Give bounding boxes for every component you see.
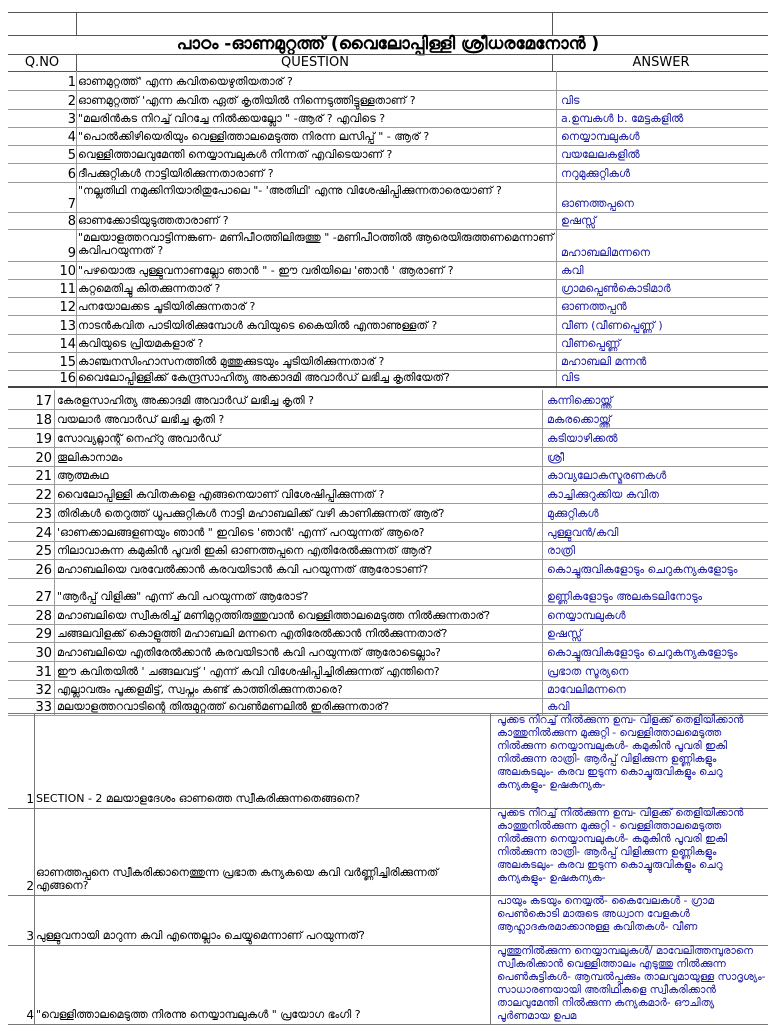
question-number: 7 [67, 197, 76, 212]
question-text: സോവ്യറ്റ്ലാന്റ് നെഹ്റു അവാർഡ് [54, 428, 540, 447]
table-row [8, 182, 768, 213]
question-header: QUESTION [76, 54, 553, 72]
answer-text: a.ഉമ്പകൾ b. മേട്ടകളിൽ [556, 109, 768, 127]
question-text: മലയാളത്തറവാടിന്റെ തിരുമുറ്റത്ത് വെൺമണലിൽ ഇരിക്കുന്നതാര്? [54, 698, 540, 715]
question-number: 27 [35, 590, 52, 605]
answer-text: കടിയാഴിക്കൽ [542, 428, 768, 447]
question-text: വയലാർ അവാർഡ് ലഭിച്ച കൃതി ? [54, 409, 540, 428]
question-number: 31 [35, 665, 52, 680]
question-text: "ആർപ്പ് വിളിക്കു" എന്ന് കവി പറയുന്നത് ആരോട്? [54, 578, 540, 605]
answer-text: പൂക്കട നിറച്ച് നിൽക്കുന്ന ഉമ്പ- വിളക്ക് തെളിയിക്കാൻ കാത്തുനിൽക്കുന്ന മുക്കുറ്റി - വെള്ളിത്താലമെടുത്ത നിൽക്കുന്ന നെയ്യാമ്പലുകൾ- കമുകിൻ പൂവരി ഇകി നിൽക്കുന്ന രാത്രി- ആർപ്പ് വിളിക്കുന്ന ഉണ്ണികളും അലകടലും- കരവ ഇടുന്ന കൊച്ചുരുവികളും ചെറു കന്യകളും- ഉഷകന്യക- [490, 807, 768, 895]
column-divider [76, 163, 77, 182]
column-divider [34, 807, 35, 895]
question-text: നിലാവാകുന്ന കമുകിൻ പൂവരി ഇകി ഓണത്തപ്പനെ എതിരേൽക്കുന്നത് ആര്? [54, 541, 540, 559]
column-divider [76, 261, 77, 279]
question-number: 21 [35, 469, 52, 484]
answer-text: പ്രഭാത സൂര്യനെ [542, 661, 768, 680]
column-divider [76, 279, 77, 297]
answer-text: ഉണ്ണികളോടും അലകടലിനോടും [542, 578, 768, 605]
table-row [8, 409, 768, 429]
table-row [8, 334, 768, 353]
table-row [8, 605, 768, 625]
question-text: വെള്ളിത്താലവുമേന്തി നെയ്യാമ്പലുകൾ നിന്നത് എവിടെയാണ് ? [78, 148, 393, 161]
question-number: 10 [59, 264, 76, 279]
table-row [8, 680, 768, 699]
answer-text: കന്നിക്കൊയ്ത്ത് [542, 390, 768, 409]
question-text: കറ്റമെതിച്ചു കിതക്കുന്നതാര് ? [78, 282, 221, 295]
table-row [8, 559, 768, 579]
section-row [8, 945, 768, 1025]
table-row [8, 163, 768, 183]
question-text: SECTION - 2 മലയാളദേശം ഓണത്തെ സ്വീകരിക്കുന്നതെങ്ങനെ? [36, 792, 361, 805]
question-text: "നല്ലതിഥി നമുക്കിനിയാരിതുപോലെ "- 'അതിഥി' എന്നു വിശേഷിപ്പിക്കുന്നതാരെയാണ് ? [78, 184, 502, 197]
question-table-part-2 [8, 386, 768, 715]
table-row [8, 522, 768, 542]
answer-header: ANSWER [552, 54, 768, 72]
question-text: "വെള്ളിത്താലമെടുത്ത നിരന്നു നെയ്യാമ്പലുകൾ " പ്രയോഗ ഭംഗി ? [36, 1008, 361, 1021]
question-text: കാഞ്ചനസിംഹാസനത്തിൽ മുത്തുക്കുടയും ചൂടിയിരിക്കുന്നതാര് ? [78, 355, 385, 368]
question-text: നാടൻകവിത പാടിയിരിക്കുമ്പോൾ കവിയുടെ കൈയിൽ എന്താണുള്ളത് ? [78, 319, 438, 332]
table-row [8, 71, 768, 91]
question-number: 3 [67, 112, 76, 127]
table-row [8, 315, 768, 335]
answer-text [556, 71, 768, 90]
answer-text: ഉഷസ്സ് [556, 212, 768, 229]
answer-text: പായും കടയും നെയ്യൽ- കൈവേലകൾ - ഗ്രാമ പെൺകൊടി മാരുടെ അധ്വാന വേളകൾ ആഹ്ലാദകരമാക്കാനുള്ള കവിതകൾ- വീണ [490, 895, 768, 945]
table-row [8, 127, 768, 146]
question-text: തൂലികാനാമം [54, 447, 540, 466]
column-divider [76, 71, 77, 90]
question-number: 29 [35, 627, 52, 642]
column-divider [76, 127, 77, 145]
question-number: 20 [35, 451, 52, 466]
question-text: പുള്ളുവനായി മാറുന്ന കവി എന്തെല്ലാം ചെയ്യുമെന്നാണ് പറയുന്നത്? [36, 929, 365, 942]
question-number: 8 [67, 214, 76, 229]
question-number: 32 [35, 683, 52, 698]
question-number: 15 [59, 355, 76, 370]
question-number: 24 [35, 526, 52, 541]
question-number: 6 [67, 167, 76, 182]
column-divider [76, 13, 77, 35]
column-divider [34, 714, 35, 808]
question-text: "മലരിൻകട നിറച്ച് വിറച്ചേ നിൽക്കയല്ലോ " -ആര് ? എവിടെ ? [78, 112, 386, 125]
question-number: 19 [35, 432, 52, 447]
question-text: ഓണമുറ്റത്ത് 'എന്ന കവിത ഏത് കൃതിയിൽ നിന്നെടുത്തിട്ടുള്ളതാണ് ? [78, 94, 416, 107]
question-text: ആത്മകഥ [54, 466, 540, 484]
table-row [8, 145, 768, 164]
answer-text: മകരക്കൊയ്ത്ത് [542, 409, 768, 428]
question-number: 12 [59, 300, 76, 315]
question-number: 14 [59, 337, 76, 352]
answer-text: കൊച്ചുരുവികളോടും ചെറുകന്യകളോടും [542, 559, 768, 578]
column-divider [76, 182, 77, 212]
question-text: "പൊൽക്കിഴിയെരിയും വെള്ളിത്താലമെടുത്ത നിരന്ന ലസിപ്പ് " - ആര് ? [78, 130, 430, 143]
column-divider [76, 315, 77, 334]
column-divider [34, 895, 35, 945]
question-text: ചങ്ങലവിളക്ക് കൊളുത്തി മഹാബലി മന്നനെ എതിരേൽക്കാൻ നിൽക്കുന്നതാര്? [54, 624, 540, 642]
section-row [8, 895, 768, 946]
column-divider [76, 145, 77, 163]
table-row [8, 90, 768, 110]
column-divider [76, 334, 77, 352]
question-number: 26 [35, 563, 52, 578]
answer-text: കൊച്ചുരുവികളോടും ചെറുകന്യകളോടും [542, 642, 768, 661]
answer-text: ഓണത്തപ്പനെ [556, 182, 768, 212]
answer-text: നെയ്യാമ്പലുകൾ [556, 127, 768, 145]
answer-text: വിട [556, 90, 768, 109]
question-number: 11 [59, 282, 76, 297]
question-number: 4 [67, 130, 76, 145]
answer-text: ഓണത്തപ്പൻ [556, 297, 768, 315]
question-number: 28 [35, 609, 52, 624]
question-number: 5 [67, 148, 76, 163]
answer-text: ശ്രീ [542, 447, 768, 466]
question-number: 17 [35, 394, 52, 409]
question-text: തിരികൾ തെറുത്ത് ധൂപക്കുറ്റികൾ നാട്ടി മഹാബലിക്ക് വഴി കാണിക്കുന്നത് ആര്? [54, 503, 540, 522]
table-row [8, 279, 768, 298]
column-divider [76, 297, 77, 315]
table-row [8, 466, 768, 485]
answer-text: വിട [556, 370, 768, 386]
section-row [8, 807, 768, 896]
page-title: പാഠം -ഓണമുറ്റത്ത് (വൈലോപ്പിള്ളി ശ്രീധരമേനോൻ ) [176, 34, 600, 54]
question-text: ഈ കവിതയിൽ ' ചങ്ങലവട്ട് ' എന്ന് കവി വിശേഷിപ്പിച്ചിരിക്കുന്നത് എന്തിനെ? [54, 661, 540, 680]
table-row [8, 428, 768, 448]
answer-text: നറുമുക്കുറ്റികൾ [556, 163, 768, 182]
answer-text: ഗ്രാമപ്പെൺകൊടിമാർ [556, 279, 768, 297]
question-text: ദീപക്കുറ്റികൾ നാട്ടിയിരിക്കുന്നതാരാണ് ? [78, 167, 274, 180]
question-text: എല്ലാവരും പൂക്കളമിട്ട്, സ്വപ്നം കണ്ട് കാത്തിരിക്കുന്നതാരെ? [54, 680, 540, 698]
question-number: 2 [26, 879, 34, 893]
answer-text: കവി [542, 698, 768, 715]
question-text: കവിയുടെ പ്രിയമകളാര് ? [78, 337, 204, 350]
answer-text: മാവേലിമന്നനെ [542, 680, 768, 698]
answer-text: വീണപ്പെണ്ണ് [556, 334, 768, 352]
question-number: 9 [67, 246, 76, 261]
question-text: വൈലോപ്പിള്ളി കവിതകളെ എങ്ങനെയാണ് വിശേഷിപ്പിക്കുന്നത് ? [54, 484, 540, 503]
question-number: 1 [26, 792, 34, 806]
question-number: 3 [26, 929, 34, 943]
table-row [8, 370, 768, 387]
table-row [8, 297, 768, 316]
table-row [8, 390, 768, 410]
answer-text: വീണ (വീണപ്പെണ്ണ് ) [556, 315, 768, 334]
question-text: മഹാബലിയെ എതിരേൽക്കാൻ കരവയിടാൻ കവി പറയുന്നത് ആരോടെല്ലാം? [54, 642, 540, 661]
question-text: ഓണത്തപ്പനെ സ്വീകരിക്കാനെത്തുന്ന പ്രഭാത കന്യകയെ കവി വർണ്ണിച്ചിരിക്കുന്നത് എങ്ങനെ? [36, 866, 439, 892]
column-divider [34, 945, 35, 1024]
question-text: മഹാബലിയെ സ്വീകരിച്ച് മണിമുറ്റത്തിരുത്തുവാൻ വെള്ളിത്താലമെടുത്ത നിൽക്കുന്നതാര്? [54, 605, 540, 624]
table-row [8, 212, 768, 230]
answer-text: കാവ്യലോകസ്മരണകൾ [542, 466, 768, 484]
question-number: 4 [26, 1008, 34, 1022]
question-number: 2 [67, 94, 76, 109]
column-divider [76, 352, 77, 370]
column-divider [76, 229, 77, 261]
question-text: "മലയാളത്തറവാട്ടിന്നങ്കണ- മണിപീഠത്തിലിരുത്തു " -മണിപീഠത്തിൽ ആരെയിരുത്തണമെന്നാണ് കവിപറയുന്നത് ? [78, 231, 554, 257]
table-row [8, 642, 768, 662]
question-text: പനയോലക്കട ചൂടിയിരിക്കുന്നതാര് ? [78, 300, 256, 313]
question-number: 33 [35, 700, 52, 715]
empty-header-row [8, 12, 768, 36]
question-number: 13 [59, 319, 76, 334]
table-row [8, 578, 768, 606]
table-row [8, 261, 768, 280]
table-row [8, 109, 768, 128]
answer-text: മഹാബലിമന്നനെ [556, 229, 768, 261]
answer-text: രാത്രി [542, 541, 768, 559]
answer-text: കവി [556, 261, 768, 279]
qno-header: Q.NO [8, 54, 76, 72]
answer-text: പൂത്തുനിൽക്കുന്ന നെയ്യാമ്പലുകൾ/ മാവേലിത്തമ്പുരാനെ സ്വീകരിക്കാൻ വെള്ളിത്താലം എടുത്തു നിൽക്കുന്ന പെൺകുട്ടികൾ- ആമ്പൽപ്പക്കും താലവുമായുള്ള സാദൃശ്യം- സാധാരണയായി അതിഥികളെ സ്വീകരിക്കാൻ താലവുമേന്തി നിൽക്കുന്ന കന്യകമാർ- ഔചിത്യ പൂർണമായ ഉപമ [490, 945, 768, 1024]
column-divider [76, 109, 77, 127]
question-number: 16 [59, 371, 76, 386]
table-row [8, 484, 768, 504]
column-divider [552, 13, 553, 35]
answer-text: മുക്കുറ്റികൾ [542, 503, 768, 522]
table-row [8, 447, 768, 467]
table-row [8, 624, 768, 643]
question-text: 'ഓണക്കാലങ്ങളണയും ഞാൻ " ഇവിടെ 'ഞാൻ' എന്ന് പറയുന്നത് ആരെ? [54, 522, 540, 541]
table-row [8, 503, 768, 523]
column-divider [76, 90, 77, 109]
question-number: 22 [35, 488, 52, 503]
question-number: 1 [67, 75, 76, 90]
column-divider [76, 370, 77, 386]
question-number: 18 [35, 413, 52, 428]
answer-text: മഹാബലി മന്നൻ [556, 352, 768, 370]
table-row [8, 352, 768, 371]
table-row [8, 229, 768, 262]
answer-text: ഉഷസ്സ് [542, 624, 768, 642]
answer-text: വയലേലകളിൽ [556, 145, 768, 163]
answer-text: പുള്ളുവൻ/കവി [542, 522, 768, 541]
question-number: 30 [35, 646, 52, 661]
table-row [8, 541, 768, 560]
question-text: കേരളസാഹിത്യ അക്കാദമി അവാർഡ് ലഭിച്ച കൃതി ? [54, 390, 540, 409]
question-text: വൈലോപ്പിള്ളിക്ക് കേന്ദ്രസാഹിത്യ അക്കാദമി അവാർഡ് ലഭിച്ച കൃതിയേത്? [78, 371, 450, 384]
question-text: ഓണക്കോടിയുടുത്തതാരാണ് ? [78, 214, 229, 227]
answer-text: പൂക്കട നിറച്ച് നിൽക്കുന്ന ഉമ്പ- വിളക്ക് തെളിയിക്കാൻ കാത്തുനിൽക്കുന്ന മുക്കുറ്റി - വെള്ളിത്താലമെടുത്ത നിൽക്കുന്ന നെയ്യാമ്പലുകൾ- കമുകിൻ പൂവരി ഇകി നിൽക്കുന്ന രാത്രി- ആർപ്പ് വിളിക്കുന്ന ഉണ്ണികളും അലകടലും- കരവ ഇടുന്ന കൊച്ചുരുവികളും ചെറു കന്യകളും- ഉഷകന്യക- [490, 714, 768, 808]
column-divider [76, 212, 77, 229]
question-text: മഹാബലിയെ വരവേൽക്കാൻ കരവയിടാൻ കവി പറയുന്നത് ആരോടാണ്? [54, 559, 540, 578]
question-text: ഓണമുറ്റത്ത്' എന്ന കവിതയെഴുതിയതാര് ? [78, 75, 293, 88]
table-row [8, 661, 768, 681]
section-row [8, 713, 768, 809]
question-text: "പഴയൊരു പുള്ളുവനാണല്ലോ ഞാൻ " - ഈ വരിയിലെ 'ഞാൻ ' ആരാണ് ? [78, 264, 454, 277]
question-number: 25 [35, 544, 52, 559]
answer-text: കാച്ചിക്കുറുക്കിയ കവിത [542, 484, 768, 503]
answer-text: നെയ്യാമ്പലുകൾ [542, 605, 768, 624]
question-number: 23 [35, 507, 52, 522]
